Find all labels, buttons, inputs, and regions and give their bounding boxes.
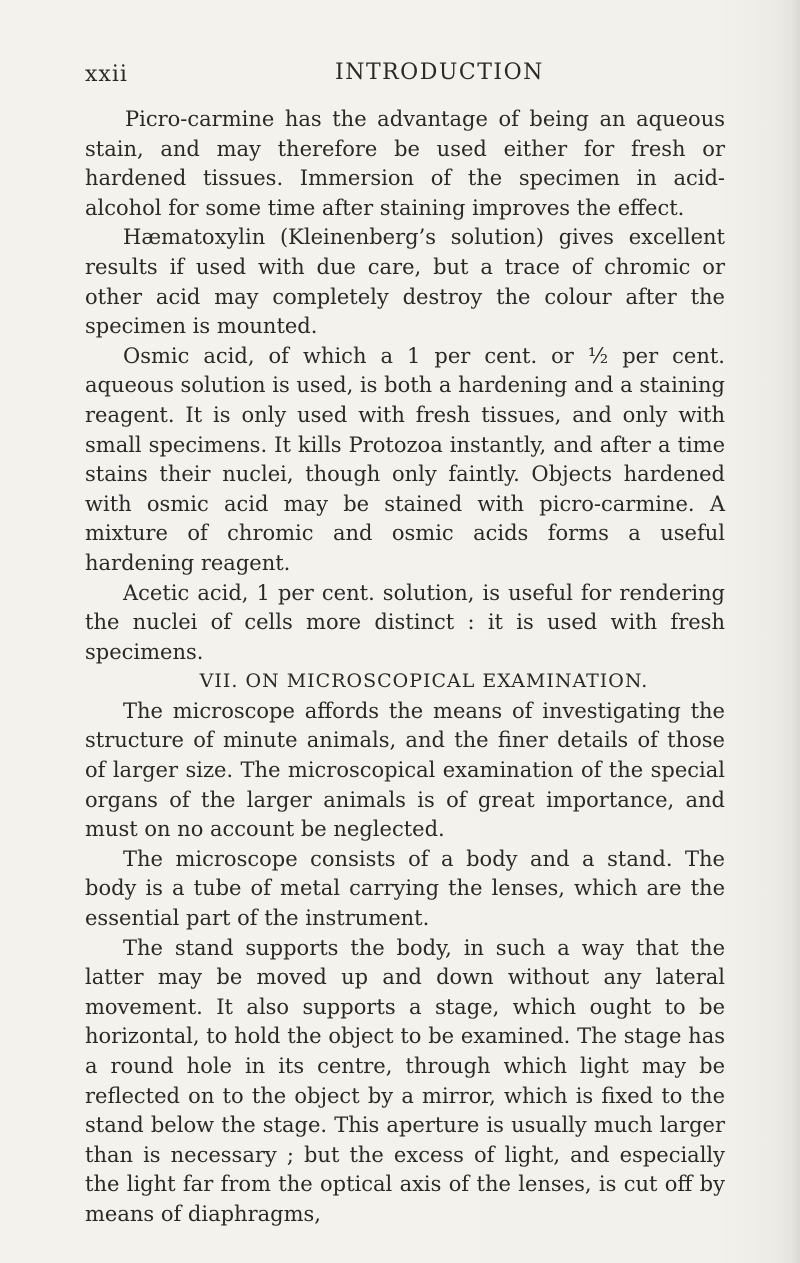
paragraph-body-and-stand: The microscope consists of a body and a stand. The body is a tube of metal carrying the lenses, which are the essential part of the instrument.	[85, 846, 725, 931]
section-heading: VII. ON MICROSCOPICAL EXAMINATION.	[199, 670, 649, 693]
paragraph-osmic-acid: Osmic acid, of which a 1 per cent. or ½ per cent. aqueous solution is used, is both a hardening and a staining reagent. It is only used with fresh tissues, and only with small specimens. It kills Protozoa instantly, and after a time stains their nuclei, though only faintly. Objects hardened with osmic acid may be stained with picro-carmine. A mixture of chromic and osmic acids forms a useful hardening reagent.	[85, 343, 725, 575]
paragraph-haematoxylin: Hæmatoxylin (Kleinenberg’s solution) gives excellent results if used with due care, but a trace of chromic or other acid may completely destroy the colour after the specimen is mounted.	[85, 225, 725, 339]
body-text	[85, 105, 725, 1230]
page-header	[85, 60, 725, 100]
paragraph-acetic-acid: Acetic acid, 1 per cent. solution, is useful for rendering the nuclei of cells more distinct : it is used with fresh specimens.	[85, 580, 725, 664]
paragraph-picro-carmine: Picro-carmine has the advantage of being an aqueous stain, and may therefore be used either for fresh or hardened tissues. Immersion of the specimen in acid-alcohol for some time after staining improves the effect.	[85, 107, 725, 220]
paragraph-microscope-intro: The microscope affords the means of investigating the structure of minute animals, and the finer details of those of larger size. The microscopical examination of the special organs of the larger animals is of great importance, and must on no account be neglected.	[85, 698, 725, 842]
page-edge	[790, 0, 800, 1263]
page-number: xxii	[85, 62, 128, 87]
paragraph-stand-supports: The stand supports the body, in such a way that the latter may be moved up and down without any lateral movement. It also supports a stage, which ought to be horizontal, to hold the object to be examined. The stage has a round hole in its centre, through which light may be reflected on to the object by a mirror, which is fixed to the stand below the stage. This aperture is usually much larger than is necessary ; but the excess of light, and especially the light far from the optical axis of the lenses, is cut off by means of diaphragms,	[85, 935, 725, 1226]
running-head: INTRODUCTION	[335, 60, 544, 85]
